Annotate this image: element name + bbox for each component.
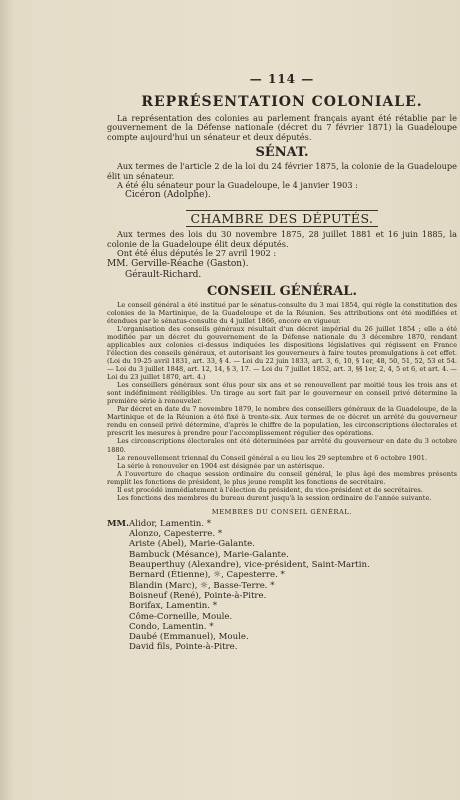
senat-text-2: A été élu sénateur pour la Guadeloupe, le 4 janvier 1903 :: [117, 180, 358, 191]
deputes-text-1: Aux termes des lois du 30 novembre 1875, 28 juillet 1881 et 16 juin 1885, la colonie de la Guadeloupe élit deux députés.: [107, 229, 457, 249]
conseil-paragraph: Les circonscriptions électorales ont été déterminées par arrêté du gouverneur en date du 3 octobre 1880.: [107, 437, 457, 454]
member-entry: Côme-Corneille, Moule.: [129, 611, 233, 622]
conseil-paragraph: Le renouvellement triennal du Conseil général a eu lieu les 29 septembre et 6 octobre 1901.: [117, 453, 428, 462]
member-entry: David fils, Pointe-à-Pitre.: [129, 642, 238, 653]
deputy-name-2: Gérault-Richard.: [125, 269, 202, 280]
deputes-text-2: Ont été élus députés le 27 avril 1902 :: [117, 248, 277, 259]
deputes-heading-box: [107, 211, 457, 226]
deputy-name-1: Gerville-Réache (Gaston).: [131, 258, 249, 269]
member-row: [107, 519, 457, 529]
member-entry: Boisneuf (René), Pointe-à-Pitre.: [129, 590, 267, 601]
page-title: REPRÉSENTATION COLONIALE.: [141, 94, 423, 110]
conseil-paragraph: A l'ouverture de chaque session ordinaire du conseil général, le plus âgé des membres présents remplit les fonctions de président, le plus jeune remplit les fonctions de secrétaire.: [107, 469, 457, 486]
senat-heading: SÉNAT.: [255, 145, 309, 161]
deputes-heading: CHAMBRE DES DÉPUTÉS.: [186, 210, 377, 227]
deputy-row-1: [107, 259, 457, 270]
conseil-paragraph: Il est procédé immédiatement à l'élection du président, du vice-président et de secrétaires.: [117, 485, 423, 494]
senat-text-1: Aux termes de l'article 2 de la loi du 24 février 1875, la colonie de la Guadeloupe élit un sénateur.: [107, 161, 457, 181]
conseil-paragraph: L'organisation des conseils généraux résultait d'un décret impérial du 26 juillet 1854 ; elle a été modifiée par un décret du gouvernement de la Défense nationale du 3 décembre 1870, rendant applicables aux colonies ci-dessus indiquées les dispositions législatives qui régissent en France l'élection des conseils généraux, et autorisant les gouverneurs à faire toutes promulgations à cet effet. (Loi du 19-25 avril 1831, art. 33, § 4. — Loi du 22 juin 1833, art. 3, 6, 10, § 1er, 48, 50, 51, 52, 53 et 54. — Loi du 3 juillet 1848, art. 12, 14, § 3, 17. — Loi du 7 juillet 1852, art. 3, §§ 1er, 2, 4, 5 et 6, et art. 4. — Loi du 23 juillet 1870, art. 4.): [107, 324, 457, 382]
page-content: [107, 72, 457, 653]
member-entry: Bernard (Étienne), ☼, Capesterre. *: [129, 570, 285, 581]
member-entry: Borifax, Lamentin. *: [129, 601, 218, 612]
member-entry: Ariste (Abel), Marie-Galante.: [129, 539, 255, 550]
conseil-heading: CONSEIL GÉNÉRAL.: [207, 283, 357, 299]
member-entry: Alonzo, Capesterre. *: [129, 529, 223, 540]
members-prefix: MM.: [107, 518, 130, 529]
senator-name: Cicéron (Adolphe).: [125, 190, 211, 201]
conseil-paragraph: Le conseil général a été institué par le sénatus-consulte du 3 mai 1854, qui régle la constitution des colonies de la Martinique, de la Guadeloupe et de la Réunion. Ses attributions ont été modifiées et étendues par le sénatus-consulte du 4 juillet 1866, encore en vigueur.: [107, 300, 457, 325]
members-list: [107, 519, 457, 653]
deputes-prefix: MM.: [107, 258, 129, 269]
conseil-paragraph: La série à renouveler en 1904 est désignée par un astérisque.: [117, 461, 325, 470]
member-entry: Bambuck (Mésance), Marie-Galante.: [129, 549, 289, 560]
conseil-paragraph: Les fonctions des membres du bureau durent jusqu'à la session ordinaire de l'année suivante.: [117, 493, 432, 502]
intro-paragraph: La représentation des colonies au parlement français ayant été rétablie par le gouvernement de la Défense nationale (décret du 7 février 1871) la Guadeloupe compte aujourd'hui un sénateur et deux députés.: [107, 113, 457, 142]
conseil-paragraph: Les conseillers généraux sont élus pour six ans et se renouvellent par moitié tous les trois ans et sont indéfiniment rééligibles. Un tirage au sort fait par le gouverneur en conseil privé détermine la première série à renouveler.: [107, 381, 457, 406]
conseil-paragraph: Par décret en date du 7 novembre 1879, le nombre des conseillers généraux de la Guadeloupe, de la Martinique et de la Réunion a été fixé à trente-six. Aux termes de ce décret un arrêté du gouverneur rendu en conseil privé détermine, d'après le chiffre de la population, les circonscriptions électorales et prescrit les mesures à prendre pour l'accomplissement régulier des opérations.: [107, 405, 457, 438]
page-number: — 114 —: [249, 72, 315, 86]
member-entry: Daubé (Emmanuel), Moule.: [129, 632, 249, 643]
member-entry: Condo, Lamentin. *: [129, 621, 214, 632]
member-entry: Blandin (Marc), ☼, Basse-Terre. *: [129, 580, 275, 591]
members-heading: MEMBRES DU CONSEIL GÉNÉRAL.: [211, 507, 353, 516]
member-entry: Beauperthuy (Alexandre), vice-président, Saint-Martin.: [129, 560, 370, 571]
member-entry: Alidor, Lamentin. *: [129, 518, 212, 529]
